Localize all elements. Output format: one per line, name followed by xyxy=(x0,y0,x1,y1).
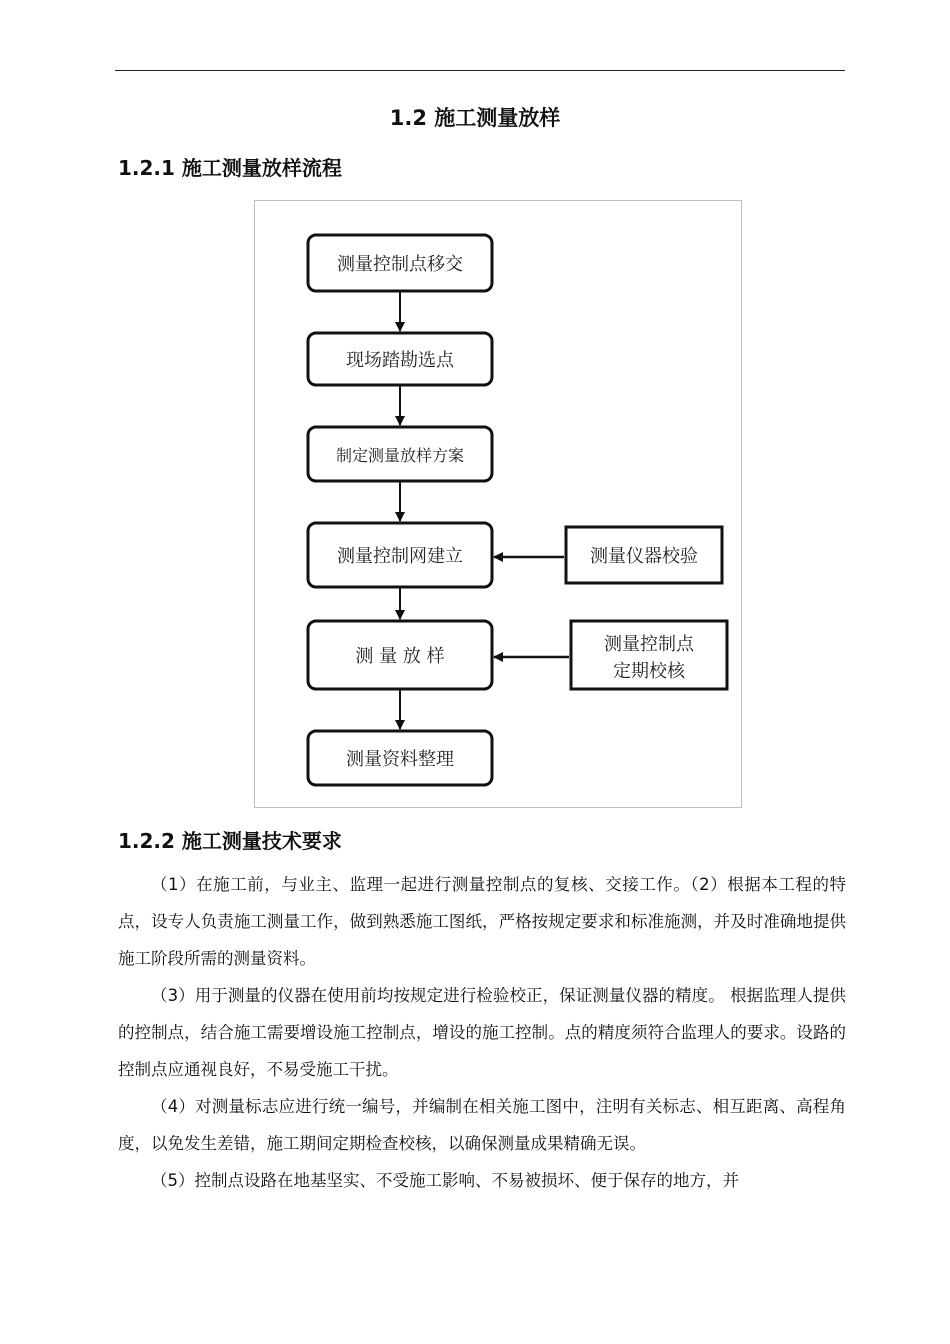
side-input-2-label-line2: 定期校核 xyxy=(613,661,685,682)
header-rule xyxy=(115,70,845,71)
flow-step-3-label: 制定测量放样方案 xyxy=(335,446,465,465)
paragraph-1: （1）在施工前，与业主、监理一起进行测量控制点的复核、交接工作。（2）根据本工程的特点，设专人负责施工测量工作，做到熟悉施工图纸，严格按规定要求和标准施测，并及时准确地提供施工阶段所需的测量资料。 xyxy=(118,875,846,968)
flow-step-5-label: 测 量 放 样 xyxy=(355,646,445,667)
flow-step-4 xyxy=(308,523,492,587)
side-input-2-label-line1: 测量控制点 xyxy=(604,634,694,655)
subsection-title-requirements: 1.2.2 施工测量技术要求 xyxy=(118,829,342,853)
side-input-1-label: 测量仪器校验 xyxy=(590,546,698,567)
side-input-1 xyxy=(566,527,722,583)
flow-step-2 xyxy=(308,333,492,385)
flow-step-5 xyxy=(308,621,492,689)
flow-step-3 xyxy=(308,427,492,481)
flow-step-6-label: 测量资料整理 xyxy=(346,749,454,770)
paragraph-2: （3）用于测量的仪器在使用前均按规定进行检验校正，保证测量仪器的精度。 根据监理人提供的控制点，结合施工需要增设施工控制点，增设的施工控制。点的精度须符合监理人的要求。设路的控制点应通视良好，不易受施工干扰。 xyxy=(118,986,846,1079)
subsection-title-flow: 1.2.1 施工测量放样流程 xyxy=(118,156,342,180)
flow-step-4-label: 测量控制网建立 xyxy=(337,546,463,567)
flowchart xyxy=(255,201,743,809)
flow-step-2-label: 现场踏勘选点 xyxy=(346,350,454,371)
paragraph-3: （4）对测量标志应进行统一编号，并编制在相关施工图中，注明有关标志、相互距离、高程角度，以免发生差错，施工期间定期检查校核，以确保测量成果精确无误。 xyxy=(118,1097,846,1153)
flow-step-6 xyxy=(308,731,492,785)
flowchart-frame xyxy=(254,200,742,808)
side-input-2 xyxy=(571,621,727,689)
flow-step-1 xyxy=(308,235,492,291)
paragraph-4: （5）控制点设路在地基坚实、不受施工影响、不易被损坏、便于保存的地方，并 xyxy=(151,1171,739,1190)
section-title: 1.2 施工测量放样 xyxy=(389,106,561,130)
flow-step-1-label: 测量控制点移交 xyxy=(337,254,463,275)
